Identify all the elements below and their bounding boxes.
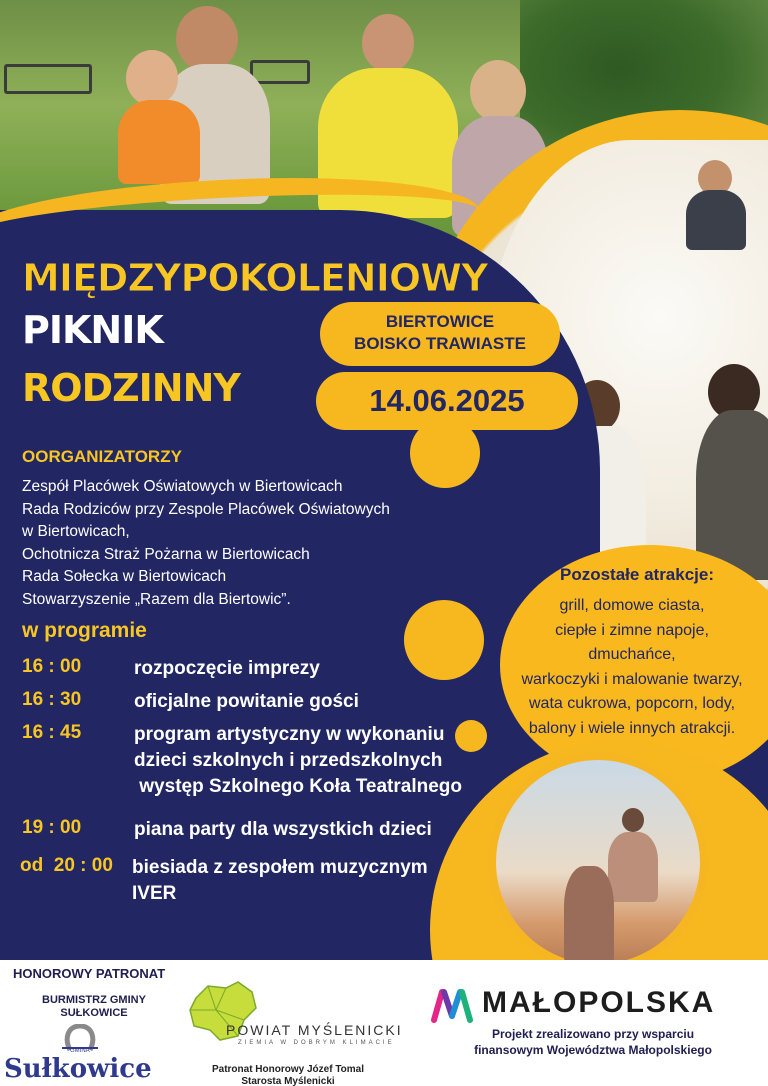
malopolska-logo-icon [430, 986, 474, 1024]
powiat-name: POWIAT MYŚLENICKI [226, 1022, 403, 1038]
attraction-line: warkoczyki i malowanie twarzy, [521, 670, 743, 688]
attractions-list [496, 594, 768, 741]
venue-place: BOISKO TRAWIASTE [354, 334, 526, 353]
program-description-line: program artystyczny w wykonaniu [134, 724, 445, 745]
honorary-patronage-label: HONOROWY PATRONAT [13, 966, 166, 981]
organizers-heading: OORGANIZATORZY [22, 447, 182, 466]
program-description [134, 689, 359, 715]
program-time: od 20 : 00 [20, 855, 113, 876]
attraction-line: balony i wiele innych atrakcji. [528, 719, 736, 737]
organizer-line: Rada Rodziców przy Zespole Placówek Oświatowych [22, 500, 390, 518]
program-description [134, 817, 432, 843]
program-description-line: biesiada z zespołem muzycznym [132, 857, 428, 878]
program-time: 16 : 45 [22, 722, 82, 743]
program-description [132, 855, 428, 907]
attraction-line: grill, domowe ciasta, [559, 597, 705, 614]
gmina-small-label: GMINA [70, 1048, 90, 1054]
funding-note [430, 1026, 756, 1058]
program-time: 16 : 30 [22, 689, 82, 710]
powiat-patron-line: Starosta Myślenicki [241, 1076, 335, 1086]
organizer-line: w Biertowicach, [22, 523, 130, 540]
program-description-line: piana party dla wszystkich dzieci [134, 819, 432, 840]
program-heading: w programie [22, 619, 147, 642]
program-description-line: rozpoczęcie imprezy [134, 658, 320, 679]
organizer-line: Stowarzyszenie „Razem dla Biertowic”. [22, 590, 291, 608]
attraction-line: wata cukrowa, popcorn, lody, [528, 695, 736, 712]
attraction-line: ciepłe i zimne napoje, [555, 621, 709, 639]
program-description-line: oficjalne powitanie gości [134, 691, 359, 712]
sulkowice-logo-text: Sułkowice [4, 1054, 152, 1084]
park-bench [250, 60, 310, 84]
program-description-line: występ Szkolnego Koła Teatralnego [134, 776, 462, 797]
funding-line: Projekt zrealizowano przy wsparciu [491, 1027, 695, 1041]
event-title-line1: MIĘDZYPOKOLENIOWY [22, 256, 488, 300]
family-sunset-photo [488, 752, 708, 960]
mayor-title: BURMISTRZ GMINY [42, 994, 146, 1006]
venue-badge [320, 302, 560, 366]
venue-town: BIERTOWICE [385, 312, 495, 331]
powiat-patron-line: Patronat Honorowy Józef Tomal [211, 1064, 365, 1075]
mayor-municipality: SUŁKOWICE [60, 1007, 128, 1019]
park-bench [4, 64, 92, 94]
malopolska-logo-text: MAŁOPOLSKA [482, 986, 716, 1019]
funding-line: finansowym Województwa Małopolskiego [474, 1043, 712, 1057]
organizers-list [22, 476, 462, 611]
program-time: 19 : 00 [22, 817, 82, 838]
decor-dot [404, 600, 484, 680]
event-date-badge: 14.06.2025 [316, 372, 578, 430]
attraction-line: dmuchańce, [588, 646, 676, 663]
organizer-line: Zespół Placówek Oświatowych w Biertowicach [22, 478, 343, 495]
powiat-motto: ZIEMIA W DOBRYM KLIMACIE [238, 1040, 395, 1046]
program-description [134, 722, 462, 800]
event-title-line3: RODZINNY [22, 366, 240, 410]
attractions-heading: Pozostałe atrakcje: [560, 565, 715, 584]
program-description-line: dzieci szkolnych i przedszkolnych [134, 750, 443, 771]
organizer-line: Ochotnicza Straż Pożarna w Biertowicach [22, 545, 310, 563]
mayor-patron [24, 994, 164, 1020]
event-title-line2: PIKNIK [22, 308, 163, 352]
program-time: 16 : 00 [22, 656, 82, 677]
program-description-line: IVER [132, 883, 177, 904]
powiat-patron [198, 1064, 378, 1086]
program-description [134, 656, 320, 682]
organizer-line: Rada Sołecka w Biertowicach [22, 568, 227, 585]
